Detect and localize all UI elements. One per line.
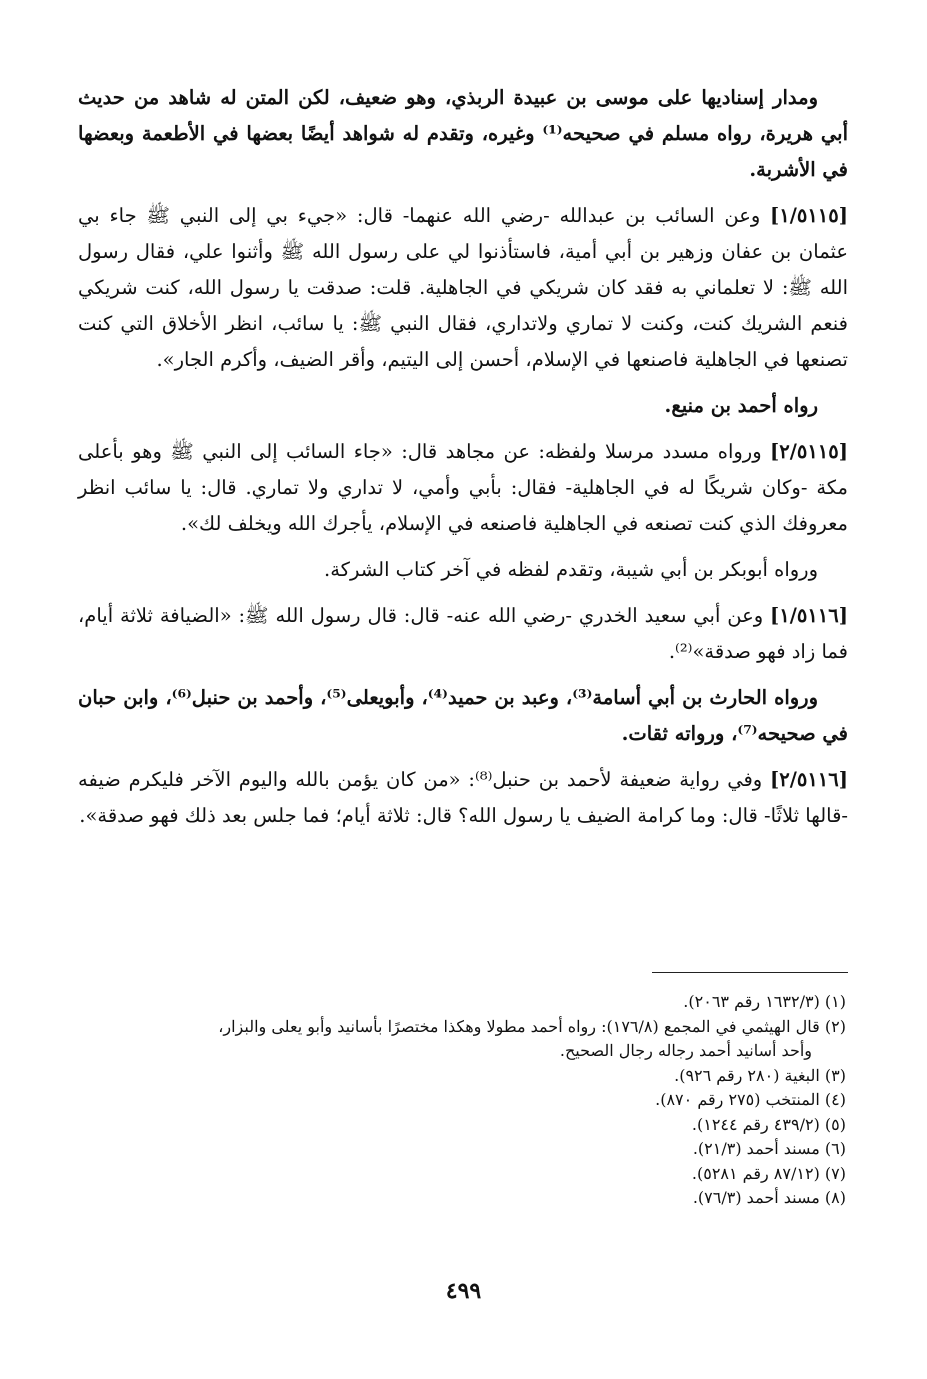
narration-note <box>78 680 848 752</box>
paragraph-intro <box>78 80 848 188</box>
paragraph-text: رواه أحمد بن منيع. <box>664 394 818 417</box>
footnote-text: البغية (٢٨٠ رقم ٩٢٦). <box>674 1065 820 1085</box>
paragraph-text: ورواه أبوبكر بن أبي شيبة، وتقدم لفظه في آخر كتاب الشركة. <box>324 558 818 581</box>
narration-note <box>78 552 848 588</box>
footnote-number: (٤) <box>824 1090 846 1109</box>
hadith-5116-2 <box>78 762 848 834</box>
footnote-divider <box>652 972 848 973</box>
footnote-2 <box>78 1015 848 1064</box>
footnote-text: قال الهيثمي في المجمع (١٧٦/٨): رواه أحمد مطولا وهكذا مختصرًا بأسانيد وأبو يعلى والبزار، <box>218 1016 820 1036</box>
hadith-reference: [١/٥١١٥] <box>770 204 848 227</box>
footnote-text: (٨٧/١٢ رقم ٥٢٨١). <box>691 1163 820 1183</box>
footnote-number: (٢) <box>824 1016 846 1036</box>
footnote-text: مسند أحمد (٧٦/٣). <box>692 1188 820 1207</box>
page-number: ٤٩٩ <box>445 1278 482 1304</box>
hadith-reference: [٢/٥١١٦] <box>770 768 848 791</box>
footnote-number: (٥) <box>824 1114 846 1134</box>
footnote-1 <box>78 990 848 1015</box>
hadith-text: وعن أبي سعيد الخدري -رضي الله عنه- قال: قال رسول الله ﷺ: «الضيافة ثلاثة أيام، فما زاد فهو صدقة»⁽²⁾. <box>78 604 848 663</box>
footnote-text: (١٦٣٢/٣ رقم ٢٠٦٣). <box>683 992 820 1011</box>
footnote-number: (٧) <box>824 1163 846 1183</box>
main-text <box>78 80 848 844</box>
footnotes <box>78 990 848 1211</box>
paragraph-text: ورواه الحارث بن أبي أسامة⁽³⁾، وعبد بن حميد⁽⁴⁾، وأبويعلى⁽⁵⁾، وأحمد بن حنبل⁽⁶⁾، وابن حبان في صحيحه⁽⁷⁾، ورواته ثقات. <box>78 686 848 745</box>
hadith-text: وعن السائب بن عبدالله -رضي الله عنهما- قال: «جيء بي إلى النبي ﷺ جاء بي عثمان بن عفان وزهير بن أبي أمية، فاستأذنوا لي على رسول الله ﷺ وأثنوا علي، فقال رسول الله ﷺ: لا تعلماني به فقد كان شريكي في الجاهلية. قلت: صدقت يا رسول الله، كنت شريكي فنعم الشريك كنت، وكنت لا تماري ولاتداري، فقال النبي ﷺ: يا سائب، انظر الأخلاق التي كنت تصنعها في الجاهلية فاصنعها في الإسلام، أحسن إلى اليتيم، وأقر الضيف، وأكرم الجار». <box>78 204 848 371</box>
hadith-5116-1 <box>78 598 848 670</box>
hadith-text: ورواه مسدد مرسلا ولفظه: عن مجاهد قال: «جاء السائب إلى النبي ﷺ وهو بأعلى مكة -وكان شريكًا له في الجاهلية- فقال: بأبي وأمي، لا تداري ولا تماري. قال: يا سائب انظر معروفك الذي كنت تصنعه في الجاهلية فاصنعه في الإسلام، يأجرك الله ويخلف لك». <box>78 440 848 535</box>
hadith-5115-1 <box>78 198 848 378</box>
footnote-7 <box>78 1162 848 1187</box>
footnote-5 <box>78 1113 848 1138</box>
footnote-number: (٣) <box>824 1065 846 1085</box>
footnote-4 <box>78 1088 848 1113</box>
hadith-reference: [٢/٥١١٥] <box>770 440 848 463</box>
footnote-text: مسند أحمد (٢١/٣). <box>692 1139 820 1158</box>
narration-note <box>78 388 848 424</box>
footnote-text: المنتخب (٢٧٥ رقم ٨٧٠). <box>655 1090 820 1109</box>
hadith-5115-2 <box>78 434 848 542</box>
footnote-number: (٨) <box>824 1188 846 1207</box>
footnote-number: (١) <box>824 992 846 1011</box>
paragraph-text: ومدار إسناديها على موسى بن عبيدة الربذي، وهو ضعيف، لكن المتن له شاهد من حديث أبي هريرة، رواه مسلم في صحيحه⁽¹⁾ وغيره، وتقدم له شواهد أيضًا بعضها في الأطعمة وبعضها في الأشربة. <box>78 86 848 181</box>
footnote-number: (٦) <box>824 1139 846 1158</box>
footnote-6 <box>78 1137 848 1162</box>
hadith-text: وفي رواية ضعيفة لأحمد بن حنبل⁽⁸⁾: «من كان يؤمن بالله واليوم الآخر فليكرم ضيفه -قالها ثلاثًا- قال: وما كرامة الضيف يا رسول الله؟ قال: ثلاثة أيام؛ فما جلس بعد ذلك فهو صدقة». <box>78 768 848 827</box>
footnote-8 <box>78 1186 848 1211</box>
footnote-3 <box>78 1064 848 1089</box>
footnote-text: (٤٣٩/٢ رقم ١٢٤٤). <box>691 1114 820 1134</box>
footnote-continuation: وأحد أسانيد أحمد رجاله رجال الصحيح. <box>559 1041 812 1060</box>
hadith-reference: [١/٥١١٦] <box>770 604 848 627</box>
